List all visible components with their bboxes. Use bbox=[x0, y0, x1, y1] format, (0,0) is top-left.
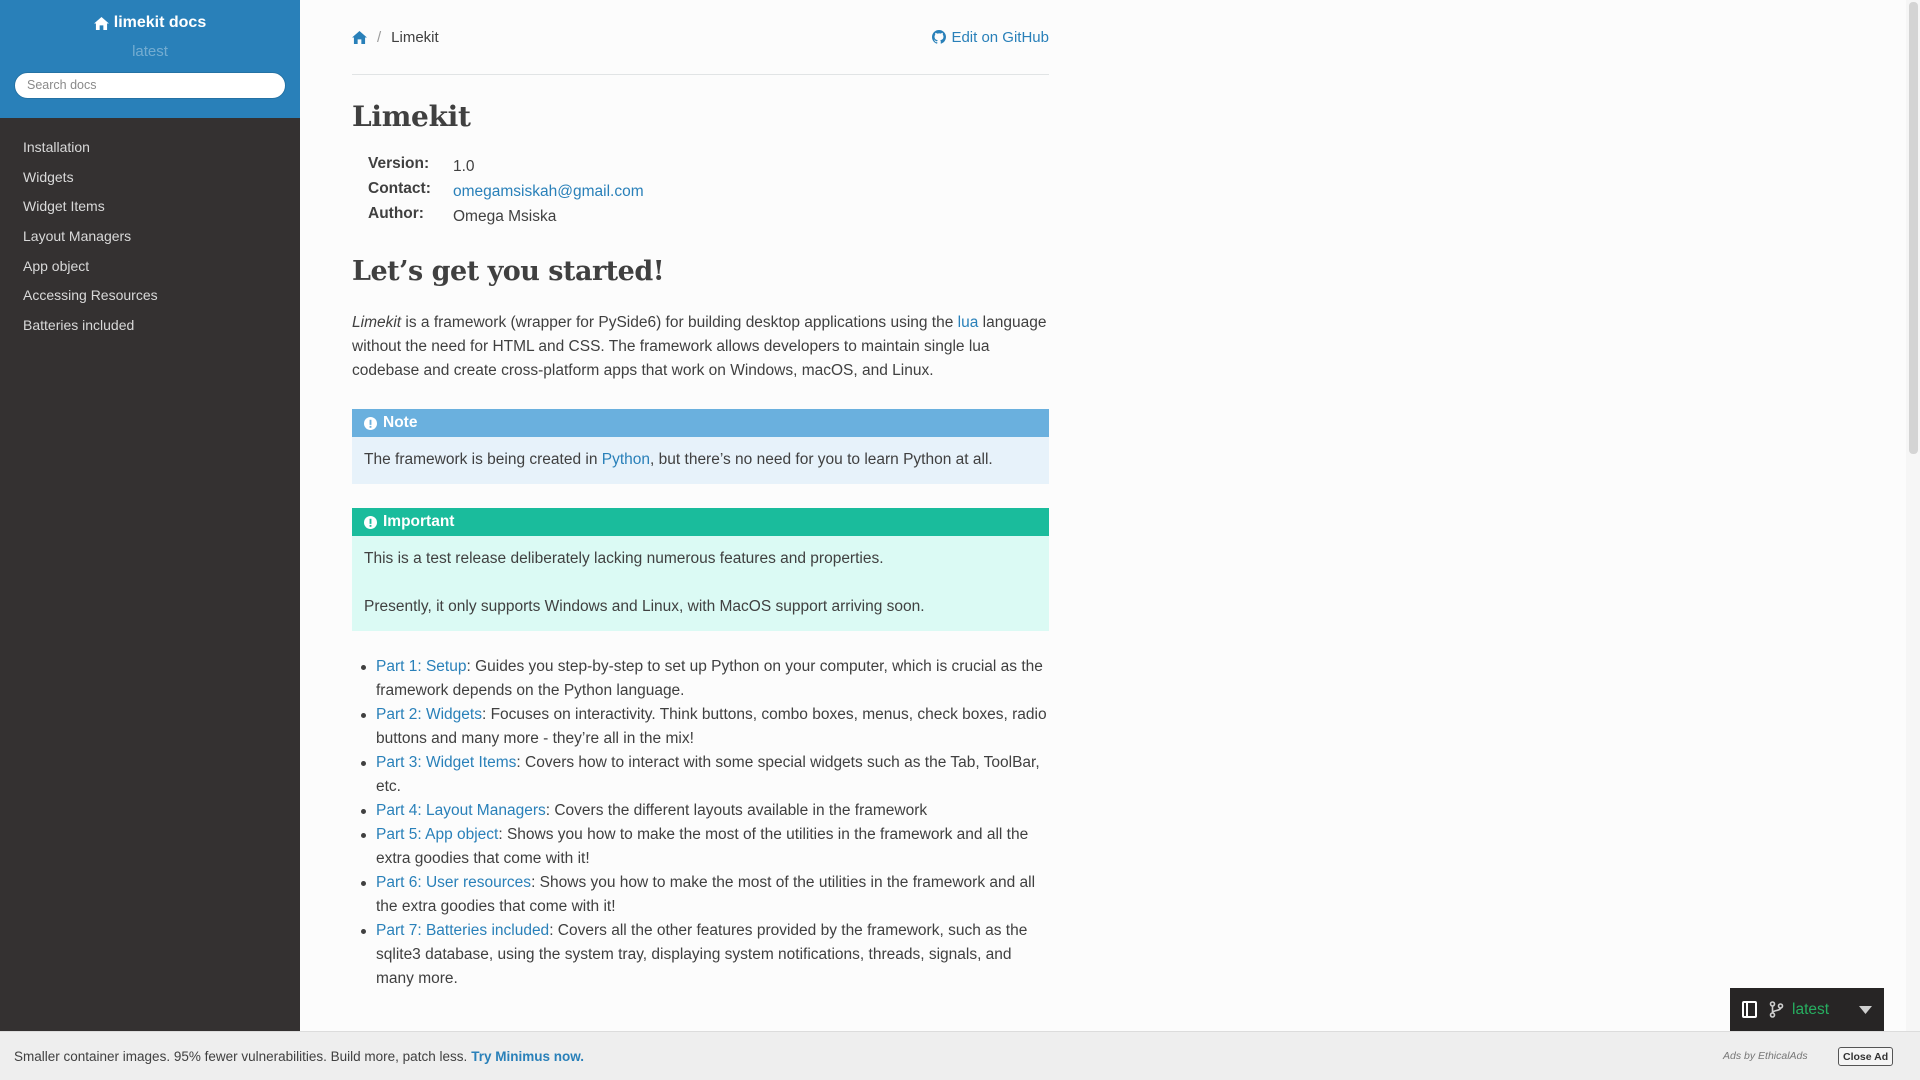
important-title-text: Important bbox=[383, 513, 455, 530]
part-6-link[interactable]: Part 6: User resources bbox=[376, 874, 532, 891]
search-input[interactable] bbox=[14, 72, 286, 99]
note-admonition bbox=[352, 409, 1049, 484]
version-selector[interactable] bbox=[1769, 1001, 1829, 1019]
git-branch-icon bbox=[1769, 1001, 1784, 1018]
python-link[interactable]: Python bbox=[601, 451, 651, 468]
list-item bbox=[376, 703, 1049, 751]
github-icon bbox=[932, 30, 946, 44]
important-admonition bbox=[352, 508, 1049, 631]
part-6-text: : Shows you how to make the most of the utilities in the framework and all the extra goodies that come with it! bbox=[376, 874, 1036, 915]
important-paragraph-2: Presently, it only supports Windows and Linux, with MacOS support arriving soon. bbox=[364, 598, 925, 615]
part-7-text: : Covers all the other features provided by the framework, such as the sqlite3 database, using the system tray, displaying system notifications, threads, signals, and many more. bbox=[376, 922, 1028, 987]
version-value: 1.0 bbox=[453, 158, 475, 175]
note-text-1: The framework is being created in bbox=[364, 451, 602, 468]
scrollbar-thumb[interactable] bbox=[1909, 2, 1918, 454]
list-item bbox=[376, 871, 1049, 919]
sidebar bbox=[0, 0, 300, 1080]
part-1-text: : Guides you step-by-step to set up Python on your computer, which is crucial as the framework depends on the Python language. bbox=[376, 658, 1043, 699]
sidebar-item-batteries-included[interactable]: Batteries included bbox=[23, 316, 135, 333]
page-title: Limekit bbox=[352, 100, 471, 133]
sidebar-header bbox=[0, 0, 300, 118]
book-icon[interactable] bbox=[1742, 1001, 1757, 1018]
field-list bbox=[368, 155, 1049, 226]
ad-banner bbox=[0, 1031, 1920, 1080]
sidebar-nav bbox=[0, 132, 300, 340]
home-icon bbox=[94, 17, 109, 30]
sidebar-item-widget-items[interactable]: Widget Items bbox=[23, 198, 105, 215]
intro-text-1: is a framework (wrapper for PySide6) for building desktop applications using the bbox=[401, 314, 958, 331]
list-item bbox=[376, 919, 1049, 991]
brand-name: limekit docs bbox=[113, 14, 207, 31]
part-4-text: : Covers the different layouts available in the framework bbox=[545, 802, 928, 819]
section-title: Let’s get you started! bbox=[352, 256, 665, 287]
brand-link[interactable] bbox=[94, 14, 206, 32]
note-title bbox=[352, 409, 1049, 437]
note-title-text: Note bbox=[383, 414, 418, 431]
sidebar-item-installation[interactable]: Installation bbox=[23, 138, 90, 155]
important-paragraph-1: This is a test release deliberately lacking numerous features and properties. bbox=[364, 550, 884, 567]
part-5-link[interactable]: Part 5: App object bbox=[376, 826, 499, 843]
intro-paragraph bbox=[352, 311, 1049, 383]
part-4-link[interactable]: Part 4: Layout Managers bbox=[376, 802, 546, 819]
contact-email-link[interactable]: omegamsiskah@gmail.com bbox=[453, 183, 644, 200]
note-text-2: , but there’s no need for you to learn Python at all. bbox=[650, 451, 993, 468]
breadcrumb-separator: / bbox=[377, 28, 382, 46]
sidebar-item-widgets[interactable]: Widgets bbox=[23, 168, 74, 185]
main-content bbox=[300, 0, 1100, 1080]
sidebar-item-layout-managers[interactable]: Layout Managers bbox=[23, 227, 132, 244]
exclamation-circle-icon bbox=[364, 516, 377, 529]
edit-on-github-label: Edit on GitHub bbox=[951, 28, 1049, 46]
important-title bbox=[352, 508, 1049, 536]
sidebar-item-accessing-resources[interactable]: Accessing Resources bbox=[23, 287, 158, 304]
list-item bbox=[376, 751, 1049, 799]
version-label: Version: bbox=[368, 155, 430, 172]
close-ad-button[interactable]: Close Ad bbox=[1838, 1047, 1893, 1066]
ad-cta-link[interactable]: Try Minimus now. bbox=[471, 1048, 584, 1064]
edit-on-github-link[interactable] bbox=[932, 29, 1049, 46]
contact-label: Contact: bbox=[368, 180, 431, 197]
current-version: latest bbox=[1792, 1000, 1830, 1018]
sidebar-item-app-object[interactable]: App object bbox=[23, 257, 90, 274]
list-item bbox=[376, 823, 1049, 871]
docs-version: latest bbox=[132, 42, 168, 60]
part-3-link[interactable]: Part 3: Widget Items bbox=[376, 754, 517, 771]
version-switcher[interactable] bbox=[1730, 988, 1884, 1031]
home-icon bbox=[352, 31, 367, 44]
part-7-link[interactable]: Part 7: Batteries included bbox=[376, 922, 550, 939]
author-value: Omega Msiska bbox=[453, 208, 557, 225]
breadcrumb-current: Limekit bbox=[391, 28, 439, 46]
intro-emphasis: Limekit bbox=[352, 314, 402, 331]
part-1-link[interactable]: Part 1: Setup bbox=[376, 658, 467, 675]
part-2-text: : Focuses on interactivity. Think buttons, combo boxes, menus, check boxes, radio buttons and many more - they’re all in the mix! bbox=[376, 706, 1047, 747]
breadcrumb-home[interactable] bbox=[352, 31, 367, 44]
breadcrumb bbox=[352, 0, 1049, 75]
caret-down-icon[interactable] bbox=[1859, 1006, 1872, 1014]
important-body bbox=[352, 536, 1049, 631]
intro-text-2: language without the need for HTML and CSS. The framework allows developers to maintain single lua codebase and create cross-platform apps that work on Windows, macOS, and Linux. bbox=[352, 314, 1047, 379]
author-label: Author: bbox=[368, 205, 424, 222]
note-body bbox=[352, 437, 1049, 484]
list-item bbox=[376, 799, 1049, 823]
exclamation-circle-icon bbox=[364, 417, 377, 430]
page-scrollbar[interactable] bbox=[1906, 0, 1920, 1080]
ad-attribution[interactable]: Ads by EthicalAds bbox=[1723, 1050, 1808, 1062]
part-3-text: : Covers how to interact with some special widgets such as the Tab, ToolBar, etc. bbox=[376, 754, 1040, 795]
part-5-text: : Shows you how to make the most of the utilities in the framework and all the extra goodies that come with it! bbox=[376, 826, 1029, 867]
ad-text: Smaller container images. 95% fewer vulnerabilities. Build more, patch less. bbox=[14, 1048, 468, 1064]
lua-link[interactable]: lua bbox=[957, 314, 979, 331]
part-2-link[interactable]: Part 2: Widgets bbox=[376, 706, 482, 723]
parts-list bbox=[376, 655, 1049, 991]
list-item bbox=[376, 655, 1049, 703]
